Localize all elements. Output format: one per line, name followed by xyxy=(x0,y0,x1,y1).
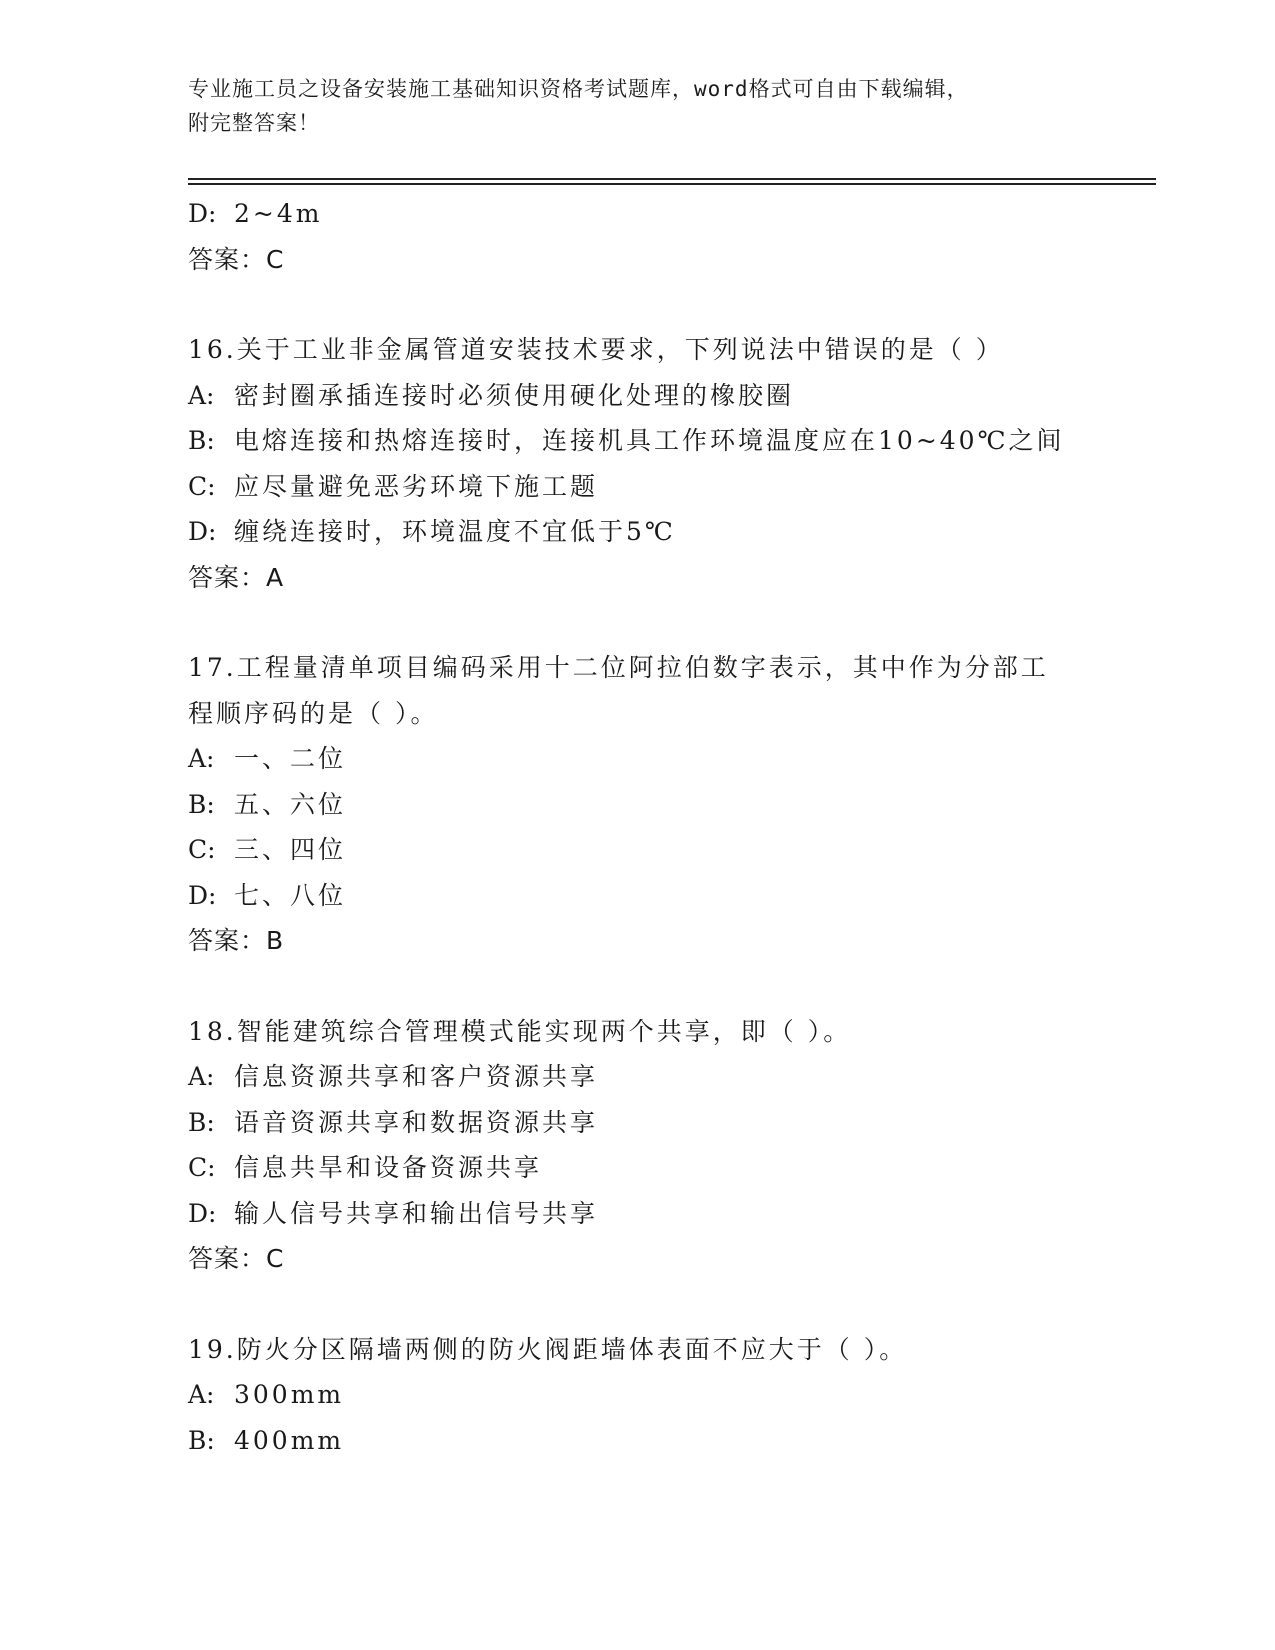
option-text: 2~4m xyxy=(234,199,323,228)
option-a xyxy=(188,1372,1148,1418)
option-text: 三、四位 xyxy=(234,835,347,864)
header-line-1: 专业施工员之设备安装施工基础知识资格考试题库，word格式可自由下载编辑， xyxy=(188,77,969,101)
question-18 xyxy=(188,1009,1148,1282)
option-c xyxy=(188,1145,1148,1191)
answer-line: 答案：C xyxy=(188,244,285,274)
option-text: 语音资源共享和数据资源共享 xyxy=(234,1107,599,1137)
question-text: 16.关于工业非金属管道安装技术要求，下列说法中错误的是（ ） xyxy=(188,335,1004,364)
option-text: 一、二位 xyxy=(234,744,347,773)
question-text: 18.智能建筑综合管理模式能实现两个共享，即（ ）。 xyxy=(188,1016,852,1046)
spacer xyxy=(188,1282,1148,1327)
question-16 xyxy=(188,327,1148,600)
header-divider-bottom xyxy=(188,183,1156,185)
question-text-line-1: 17.工程量清单项目编码采用十二位阿拉伯数字表示，其中作为分部工 xyxy=(188,653,1049,682)
option-label: C: xyxy=(188,1153,216,1182)
document-header xyxy=(188,72,1088,140)
option-text: 300mm xyxy=(234,1380,345,1409)
option-label: A: xyxy=(188,380,215,410)
option-label: D: xyxy=(188,199,217,228)
option-a xyxy=(188,1054,1148,1100)
option-label: D: xyxy=(188,517,217,546)
option-d xyxy=(188,873,1148,919)
option-d xyxy=(188,1191,1148,1237)
option-label: B: xyxy=(188,1107,215,1137)
question-list xyxy=(188,191,1148,1463)
option-text: 五、六位 xyxy=(234,789,347,819)
option-label: D: xyxy=(188,880,217,910)
option-text: 电熔连接和热熔连接时，连接机具工作环境温度应在10~40℃之间 xyxy=(234,426,1065,455)
option-label: D: xyxy=(188,1198,217,1228)
header-line-2: 附完整答案！ xyxy=(188,111,320,135)
option-text: 缠绕连接时，环境温度不宜低于5℃ xyxy=(234,517,676,546)
option-b xyxy=(188,782,1148,828)
answer-line: 答案：A xyxy=(188,562,285,592)
option-text: 信息共旱和设备资源共享 xyxy=(234,1153,543,1182)
header-divider-top xyxy=(188,178,1156,180)
option-label: C: xyxy=(188,471,216,501)
spacer xyxy=(188,282,1148,327)
option-label: B: xyxy=(188,789,215,819)
option-label: B: xyxy=(188,1425,215,1455)
option-b xyxy=(188,1418,1148,1464)
option-label: A: xyxy=(188,1062,215,1091)
spacer xyxy=(188,600,1148,645)
option-text: 信息资源共享和客户资源共享 xyxy=(234,1062,599,1091)
option-label: A: xyxy=(188,744,215,773)
answer-line: 答案：C xyxy=(188,1244,285,1273)
option-c xyxy=(188,827,1148,873)
question-text-line-2: 程顺序码的是（ ）。 xyxy=(188,698,439,728)
option-text: 密封圈承插连接时必须使用硬化处理的橡胶圈 xyxy=(234,380,795,410)
question-17 xyxy=(188,645,1148,964)
option-text: 七、八位 xyxy=(234,880,347,910)
answer-line: 答案：B xyxy=(188,926,285,955)
option-text: 400mm xyxy=(234,1425,345,1455)
spacer xyxy=(188,964,1148,1009)
option-b xyxy=(188,1100,1148,1146)
option-a xyxy=(188,373,1148,419)
question-text: 19.防火分区隔墙两侧的防火阀距墙体表面不应大于（ ）。 xyxy=(188,1334,908,1364)
question-19 xyxy=(188,1327,1148,1464)
option-label: B: xyxy=(188,426,215,455)
option-label: A: xyxy=(188,1380,215,1409)
option-a xyxy=(188,736,1148,782)
option-c xyxy=(188,464,1148,510)
option-text: 应尽量避免恶劣环境下施工题 xyxy=(234,471,599,501)
option-label: C: xyxy=(188,835,216,864)
option-text: 输人信号共享和输出信号共享 xyxy=(234,1198,599,1228)
option-d xyxy=(188,509,1148,555)
option-d xyxy=(188,191,1148,237)
option-b xyxy=(188,418,1148,464)
